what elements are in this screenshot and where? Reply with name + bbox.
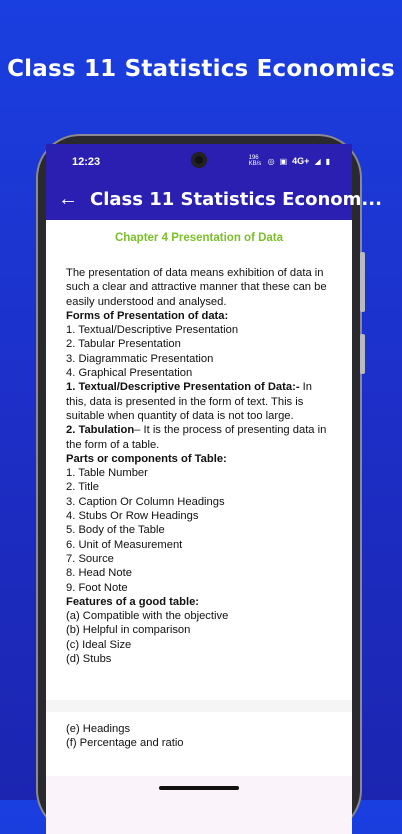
bold-text: Features of a good table: xyxy=(66,595,200,608)
body-line xyxy=(66,581,332,595)
continued-line: (e) Headings xyxy=(66,723,131,735)
body-line xyxy=(66,480,332,494)
body-line xyxy=(66,380,332,423)
body-line xyxy=(66,552,332,566)
line-text: The presentation of data means exhibition of data in such a clear and attractive manner that these can be easily understood and analysed. xyxy=(66,267,327,308)
body-line xyxy=(66,638,332,652)
status-icons xyxy=(249,155,330,167)
content-area[interactable] xyxy=(46,220,352,776)
line-text: 4. Graphical Presentation xyxy=(66,367,193,380)
body-line xyxy=(66,595,332,609)
phone-screen xyxy=(46,144,382,834)
body-line xyxy=(66,566,332,580)
back-arrow-icon[interactable]: ← xyxy=(58,187,78,210)
section-divider xyxy=(46,700,352,712)
chapter-body xyxy=(66,266,332,666)
line-text: (a) Compatible with the objective xyxy=(66,610,229,623)
line-text: 9. Foot Note xyxy=(66,581,128,594)
line-text: 2. Tabular Presentation xyxy=(66,338,181,351)
bold-text: 2. Tabulation xyxy=(66,424,135,437)
bold-text: 1. Textual/Descriptive Presentation of Data:- xyxy=(66,381,300,394)
status-time: 12:23 xyxy=(72,156,101,168)
navigation-area xyxy=(46,784,352,834)
phone-frame xyxy=(36,134,382,834)
line-text: 6. Unit of Measurement xyxy=(66,538,183,551)
volume-button xyxy=(360,252,365,312)
line-text: 7. Source xyxy=(66,552,114,565)
body-line xyxy=(66,323,332,337)
status-bar xyxy=(46,144,352,178)
home-indicator[interactable] xyxy=(159,786,239,790)
line-text: (d) Stubs xyxy=(66,653,112,666)
line-text: 4. Stubs Or Row Headings xyxy=(66,510,199,523)
line-text: 1. Textual/Descriptive Presentation xyxy=(66,324,239,337)
wifi-icon: ◎ xyxy=(267,156,275,166)
body-line xyxy=(66,366,332,380)
body-line xyxy=(66,509,332,523)
body-line xyxy=(66,495,332,509)
continued-content[interactable] xyxy=(46,714,352,762)
body-line xyxy=(66,652,332,666)
body-line xyxy=(66,609,332,623)
battery-icon: ▮ xyxy=(325,156,330,166)
line-text: 2. Title xyxy=(66,481,99,494)
bold-text: Parts or components of Table: xyxy=(66,452,227,465)
line-text: 3. Diagrammatic Presentation xyxy=(66,352,214,365)
line-text: (c) Ideal Size xyxy=(66,638,132,651)
line-text: 8. Head Note xyxy=(66,567,132,580)
camera-icon xyxy=(191,152,207,168)
app-title: Class 11 Statistics Econom... xyxy=(90,188,382,210)
body-line xyxy=(66,538,332,552)
volte-icon: ▣ xyxy=(279,156,288,166)
bold-text: Forms of Presentation of data: xyxy=(66,309,229,322)
network-speed: 196 KB/s xyxy=(248,155,262,167)
line-text: 1. Table Number xyxy=(66,467,148,480)
signal-icon: ◢ xyxy=(314,156,321,166)
line-text-rest: – It is the process of presenting data in the form of a table. xyxy=(66,424,327,451)
body-line xyxy=(66,523,332,537)
body-line xyxy=(66,452,332,466)
body-line xyxy=(66,266,332,309)
body-line xyxy=(66,309,332,323)
power-button xyxy=(360,334,365,374)
body-line xyxy=(66,352,332,366)
body-line xyxy=(66,337,332,351)
line-text: (b) Helpful in comparison xyxy=(66,624,191,637)
continued-line: (f) Percentage and ratio xyxy=(66,737,184,750)
chapter-title: Chapter 4 Presentation of Data xyxy=(114,232,284,244)
line-text-rest: In this, data is presented in the form of text. This is suitable when quantity of data is not too large. xyxy=(66,381,313,422)
promo-title: Class 11 Statistics Economics xyxy=(7,56,395,82)
body-line xyxy=(66,466,332,480)
line-text: 3. Caption Or Column Headings xyxy=(66,495,225,508)
body-line xyxy=(66,423,332,452)
network-type: 4G+ xyxy=(292,156,310,166)
line-text: 5. Body of the Table xyxy=(66,524,165,537)
body-line xyxy=(66,623,332,637)
app-bar xyxy=(46,178,382,220)
